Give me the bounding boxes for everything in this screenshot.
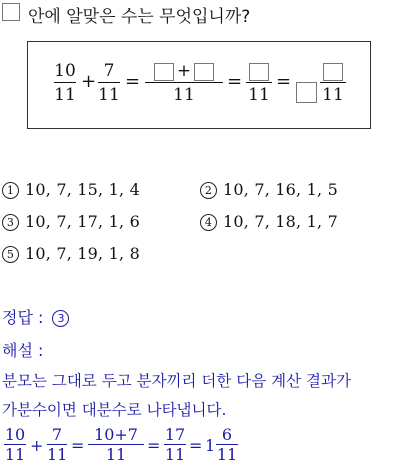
exp-fraction-4 <box>164 426 186 464</box>
fraction-5 <box>320 61 346 105</box>
exp-equals-3: = <box>189 436 203 455</box>
fraction-4-numerator <box>246 61 272 81</box>
exp-fraction-1-numerator: 10 <box>4 425 26 444</box>
fraction-3-denominator: 11 <box>173 85 195 105</box>
choice-text: 10, 7, 16, 1, 5 <box>223 180 338 199</box>
fraction-5-numerator <box>320 61 346 81</box>
exp-plus-sign: + <box>30 436 44 455</box>
equals-sign-3: = <box>276 71 292 92</box>
exp-fraction-1 <box>4 426 26 464</box>
fraction-2 <box>98 61 120 105</box>
explanation-line-1: 분모는 그대로 두고 분자끼리 더한 다음 계산 결과가 <box>2 372 351 390</box>
choice-2[interactable] <box>200 180 338 199</box>
fraction-1 <box>54 61 76 105</box>
exp-fraction-3-denominator: 11 <box>105 445 127 464</box>
choice-1[interactable] <box>2 180 140 199</box>
exp-fraction-2-numerator: 7 <box>51 425 63 444</box>
explanation-line-2: 가분수이면 대분수로 나타냅니다. <box>2 401 227 419</box>
exp-fraction-5-denominator: 11 <box>216 445 238 464</box>
fraction-3-numerator <box>145 61 223 81</box>
choice-text: 10, 7, 19, 1, 8 <box>25 244 140 263</box>
exp-fraction-5 <box>216 426 238 464</box>
exp-equals-1: = <box>71 436 85 455</box>
answer-blank-box <box>2 3 20 21</box>
exp-fraction-3 <box>88 426 144 464</box>
equation-box <box>27 41 371 129</box>
choice-marker: 3 <box>2 214 19 231</box>
blank-box <box>323 63 343 81</box>
answer-marker: 3 <box>52 310 69 327</box>
question-text: 안에 알맞은 수는 무엇입니까? <box>28 7 251 27</box>
fraction-2-denominator: 11 <box>98 85 120 105</box>
plus-sign: + <box>176 61 192 81</box>
blank-box <box>194 63 214 81</box>
choice-text: 10, 7, 15, 1, 4 <box>25 180 140 199</box>
choice-marker: 5 <box>2 246 19 263</box>
fraction-1-numerator: 10 <box>54 61 76 81</box>
exp-equals-2: = <box>147 436 161 455</box>
exp-whole-number: 1 <box>205 436 216 455</box>
choice-marker: 2 <box>200 182 217 199</box>
fraction-5-denominator: 11 <box>322 85 344 105</box>
fraction-3 <box>145 61 223 105</box>
whole-number-blank <box>296 82 317 103</box>
plus-sign: + <box>81 71 97 92</box>
explanation-equation <box>0 426 400 467</box>
equals-sign-2: = <box>227 71 243 92</box>
exp-fraction-4-numerator: 17 <box>164 425 186 444</box>
fraction-4-denominator: 11 <box>248 85 270 105</box>
fraction-2-numerator: 7 <box>103 61 115 81</box>
explanation-title: 해설 : <box>2 341 44 360</box>
choice-4[interactable] <box>200 212 338 231</box>
choice-5[interactable] <box>2 244 140 263</box>
blank-box <box>249 63 269 81</box>
answer-line <box>2 305 75 328</box>
equals-sign-1: = <box>125 71 141 92</box>
answer-label: 정답 : <box>2 308 44 327</box>
choice-text: 10, 7, 18, 1, 7 <box>223 212 338 231</box>
exp-fraction-3-numerator: 10+7 <box>94 425 138 444</box>
fraction-4 <box>246 61 272 105</box>
choice-marker: 1 <box>2 182 19 199</box>
exp-fraction-5-numerator: 6 <box>221 425 233 444</box>
choice-text: 10, 7, 17, 1, 6 <box>25 212 140 231</box>
choice-marker: 4 <box>200 214 217 231</box>
exp-fraction-1-denominator: 11 <box>4 445 26 464</box>
exp-fraction-2-denominator: 11 <box>47 445 68 464</box>
fraction-1-denominator: 11 <box>54 85 76 105</box>
exp-fraction-4-denominator: 11 <box>164 445 186 464</box>
blank-box <box>154 63 174 81</box>
exp-fraction-2 <box>47 426 67 464</box>
choice-3[interactable] <box>2 212 140 231</box>
